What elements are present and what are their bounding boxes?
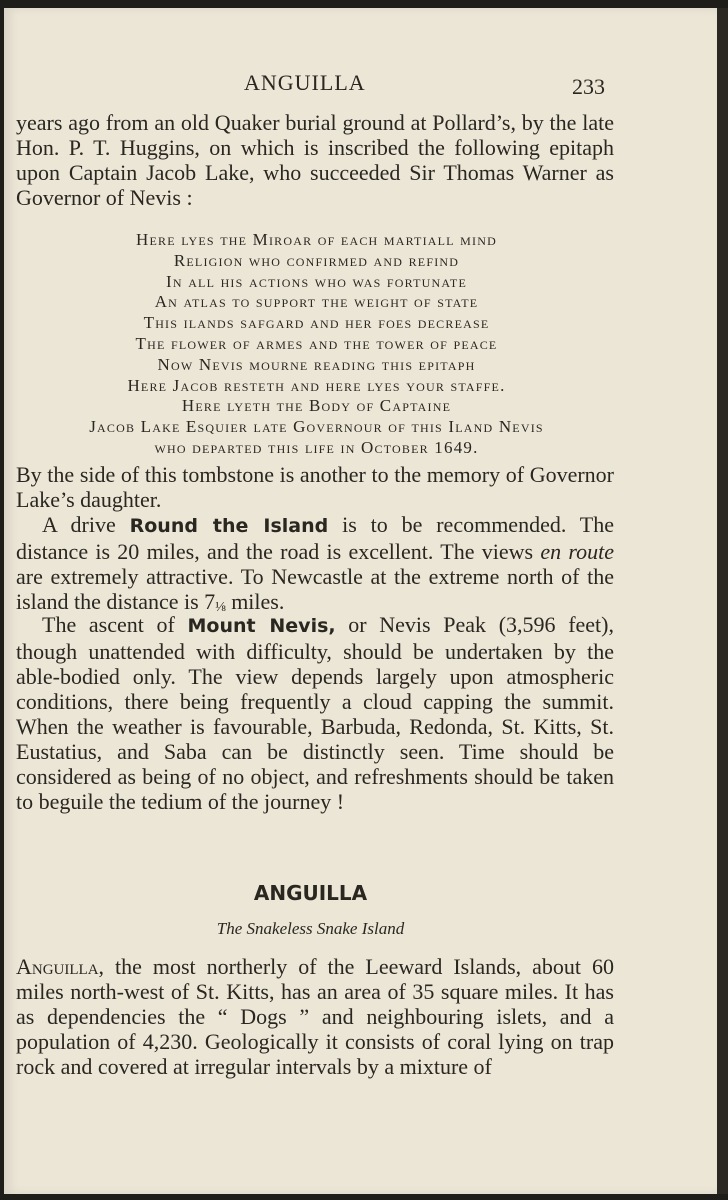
epitaph-line: The flower of armes and the tower of peace (135, 333, 498, 353)
anguilla-paragraph: Anguilla, the most northerly of the Leeward Islands, about 60 miles north-west of St. Kitts, has an area of 35 square miles. It has as dependencies the “ Dogs ” and neighbouring islets, and a population of 4,230. Geologically it consists of coral lying on trap rock and covered at irregular intervals by a mixture of (16, 954, 614, 1079)
epitaph-line: Jacob Lake Esquier late Governour of this Iland Nevis (89, 417, 544, 437)
epitaph-line: Here lyes the Miroar of each martiall mind (136, 230, 497, 249)
epitaph-line: Religion who confirmed and refind (173, 250, 460, 270)
running-header (4, 70, 717, 100)
intro-paragraph: years ago from an old Quaker burial ground at Pollard’s, by the late Hon. P. T. Huggins, on which is inscribed the following epitaph upon Captain Jacob Lake, who succeeded Sir Thomas Warner as Governor of Nevis : (16, 110, 614, 210)
book-page (4, 8, 717, 1194)
epitaph-line: Here lyeth the Body of Captaine (181, 396, 452, 416)
epitaph-line: This ilands safgard and her foes decrease (143, 313, 490, 333)
epitaph-line: who departed this life in October 1649. (154, 437, 479, 457)
epitaph-line: Here Jacob resteth and here lyes your staffe. (127, 375, 506, 395)
epitaph-line: In all his actions who was fortunate (166, 271, 467, 291)
fraction: ⅛ (215, 600, 226, 615)
lead-word: Anguilla, (16, 954, 105, 979)
section-heading: ANGUILLA (253, 881, 368, 905)
section-subtitle: The Snakeless Snake Island (216, 919, 405, 938)
tombstone-paragraph: By the side of this tombstone is another to the memory of Governor Lake’s daughter. (16, 462, 614, 512)
drive-paragraph: A drive Round the Island is to be recommended. The distance is 20 miles, and the road is excellent. The views en route are extremely attractive. To Newcastle at the extreme north of the island the distance is 7⅛ miles. (16, 512, 615, 615)
en-route-term: en route (540, 539, 615, 564)
running-title: ANGUILLA (244, 70, 366, 95)
epitaph (14, 230, 619, 459)
page-number: 233 (572, 74, 605, 99)
epitaph-line: Now Nevis mourne reading this epitaph (157, 354, 476, 374)
round-the-island-term: Round the Island (129, 515, 329, 537)
ascent-paragraph: The ascent of Mount Nevis, or Nevis Peak (3,596 feet), though unattended with difficulty, should be undertaken by the able-bodied only. The view depends largely upon atmospheric conditions, there being frequently a cloud capping the summit. When the weather is favourable, Barbuda, Redonda, St. Kitts, St. Eustatius, and Saba can be distinctly seen. Time should be considered as being of no object, and refreshments should be taken to beguile the tedium of the journey ! (16, 612, 614, 814)
book-edge (717, 8, 728, 1194)
mount-nevis-term: Mount Nevis, (187, 615, 336, 637)
epitaph-line: An atlas to support the weight of state (154, 292, 479, 312)
